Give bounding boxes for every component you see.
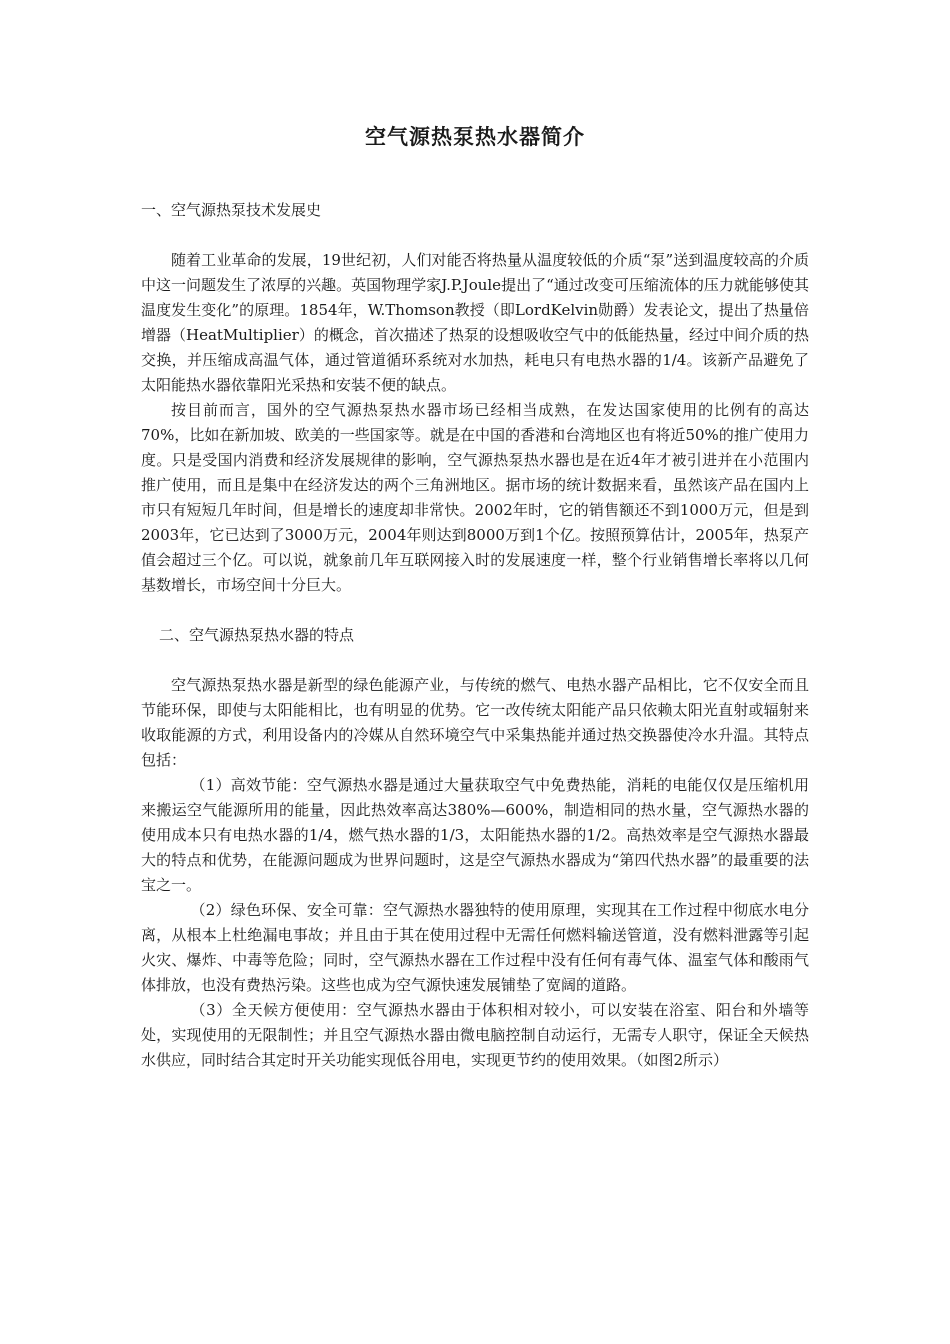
feature-item: （2）绿色环保、安全可靠：空气源热水器独特的使用原理，实现其在工作过程中彻底水电分离，从根本上杜绝漏电事故；并且由于其在使用过程中无需任何燃料输送管道，没有燃料泄露等引起火灾、爆炸、中毒等危险；同时，空气源热水器在工作过程中没有任何有毒气体、温室气体和酸雨气体排放，也没有费热污染。这些也成为空气源快速发展铺垫了宽阔的道路。 xyxy=(141,901,809,994)
section-history xyxy=(141,198,809,598)
paragraph: 空气源热泵热水器是新型的绿色能源产业，与传统的燃气、电热水器产品相比，它不仅安全而且节能环保，即使与太阳能相比，也有明显的优势。它一改传统太阳能产品只依赖太阳光直射或辐射来收取能源的方式，利用设备内的冷媒从自然环境空气中采集热能并通过热交换器使冷水升温。其特点包括： xyxy=(141,676,809,769)
section-heading: 一、空气源热泵技术发展史 xyxy=(141,201,322,219)
document-page xyxy=(141,120,809,1073)
feature-item: （1）高效节能：空气源热水器是通过大量获取空气中免费热能，消耗的电能仅仅是压缩机用来搬运空气能源所用的能量，因此热效率高达380%—600%，制造相同的热水量，空气源热水器的使用成本只有电热水器的1/4，燃气热水器的1/3，太阳能热水器的1/2。高热效率是空气源热水器最大的特点和优势，在能源问题成为世界问题时，这是空气源热水器成为“第四代热水器”的最重要的法宝之一。 xyxy=(141,776,809,894)
document-title: 空气源热泵热水器简介 xyxy=(365,124,585,149)
section-heading: 二、空气源热泵热水器的特点 xyxy=(159,626,355,644)
feature-item: （3）全天候方便使用：空气源热水器由于体积相对较小，可以安装在浴室、阳台和外墙等处，实现使用的无限制性；并且空气源热水器由微电脑控制自动运行，无需专人职守，保证全天候热水供应，同时结合其定时开关功能实现低谷用电，实现更节约的使用效果。（如图2所示） xyxy=(141,1001,809,1069)
paragraph: 按目前而言，国外的空气源热泵热水器市场已经相当成熟，在发达国家使用的比例有的高达70%，比如在新加坡、欧美的一些国家等。就是在中国的香港和台湾地区也有将近50%的推广使用力度。只是受国内消费和经济发展规律的影响，空气源热泵热水器也是在近4年才被引进并在小范围内推广使用，而且是集中在经济发达的两个三角洲地区。据市场的统计数据来看，虽然该产品在国内上市只有短短几年时间，但是增长的速度却非常快。2002年时，它的销售额还不到1000万元，但是到2003年，它已达到了3000万元，2004年则达到8000万到1个亿。按照预算估计，2005年，热泵产值会超过三个亿。可以说，就象前几年互联网接入时的发展速度一样，整个行业销售增长率将以几何基数增长，市场空间十分巨大。 xyxy=(141,401,809,594)
paragraph: 随着工业革命的发展，19世纪初，人们对能否将热量从温度较低的介质“泵”送到温度较高的介质中这一问题发生了浓厚的兴趣。英国物理学家J.P.Joule提出了“通过改变可压缩流体的压力就能够使其温度发生变化”的原理。1854年，W.Thomson教授（即LordKelvin勋爵）发表论文，提出了热量倍增器（HeatMultiplier）的概念，首次描述了热泵的设想吸收空气中的低能热量，经过中间介质的热交换，并压缩成高温气体，通过管道循环系统对水加热，耗电只有电热水器的1/4。该新产品避免了太阳能热水器依靠阳光采热和安装不便的缺点。 xyxy=(141,251,809,394)
section-features xyxy=(141,623,809,1073)
